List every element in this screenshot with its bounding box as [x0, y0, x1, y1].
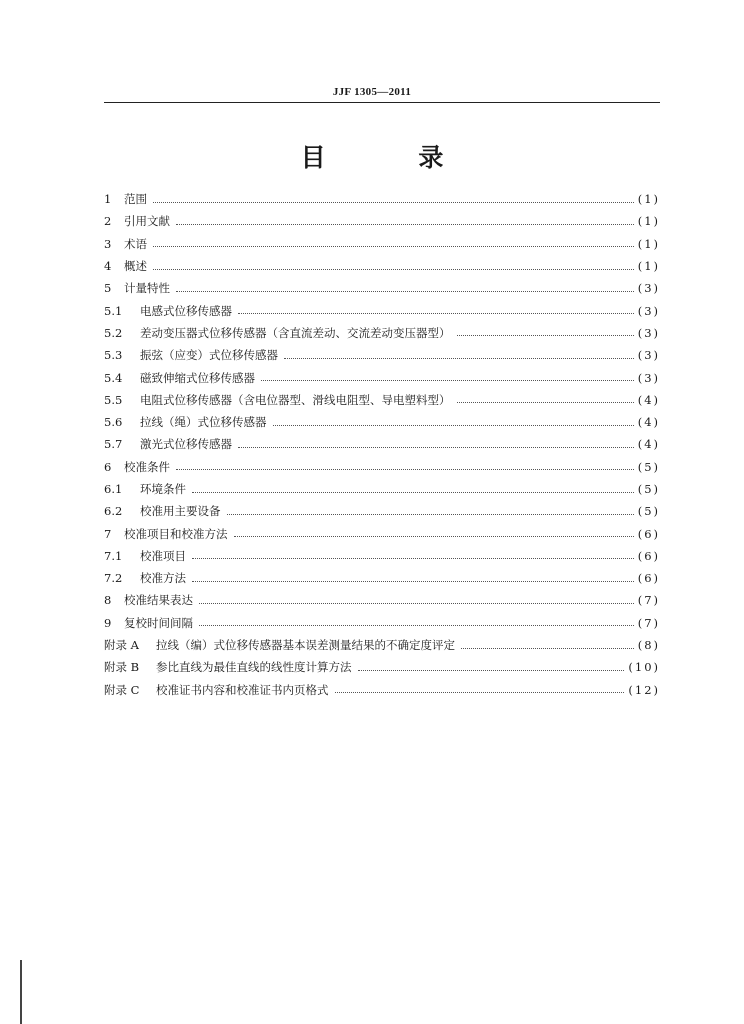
toc-entry-label: 引用文献 — [124, 214, 170, 229]
toc-entry-page: (6) — [637, 548, 660, 563]
toc-entry[interactable] — [104, 210, 660, 232]
toc-entry-label: 激光式位移传感器 — [140, 437, 232, 452]
page-title: 目 录 — [300, 143, 486, 172]
toc-entry-page: (3) — [637, 281, 660, 296]
toc-dot-leader — [238, 447, 634, 448]
toc-entry-page: (1) — [637, 192, 660, 207]
toc-entry[interactable] — [104, 277, 660, 299]
toc-dot-leader — [261, 380, 634, 381]
toc-entry-page: (4) — [637, 437, 660, 452]
toc-entry-page: (5) — [637, 482, 660, 496]
toc-dot-leader — [199, 603, 634, 604]
toc-entry[interactable] — [104, 389, 660, 411]
toc-entry[interactable] — [104, 679, 660, 701]
toc-dot-leader — [176, 291, 634, 292]
toc-entry-page: (3) — [637, 370, 660, 385]
toc-dot-leader — [176, 224, 634, 225]
toc-dot-leader — [284, 358, 634, 359]
toc-entry-number: 5.7 — [104, 437, 123, 452]
toc-entry-number: 1 — [104, 192, 112, 207]
toc-entry-label: 校准项目 — [140, 548, 186, 563]
toc-entry[interactable] — [104, 433, 660, 455]
toc-entry-label: 术语 — [124, 236, 147, 251]
toc-entry[interactable] — [104, 344, 660, 366]
toc-entry-page: (4) — [637, 392, 660, 407]
toc-entry-number: 3 — [104, 236, 112, 251]
toc-entry[interactable] — [104, 612, 660, 634]
toc-entry-page: (5) — [637, 459, 660, 474]
toc-entry-page: (3) — [637, 303, 660, 318]
toc-entry-number: 7.1 — [104, 548, 123, 563]
toc-entry-page: (4) — [637, 415, 660, 430]
toc-entry-label: 电阻式位移传感器（含电位器型、滑线电阻型、导电塑料型） — [140, 392, 451, 407]
toc-entry-number: 5.1 — [104, 303, 123, 318]
toc-entry-number: 2 — [104, 214, 112, 229]
toc-entry-page: (10) — [628, 660, 660, 675]
header-rule — [104, 102, 660, 103]
toc-entry-number: 6 — [104, 459, 112, 474]
toc-entry[interactable] — [104, 478, 660, 500]
toc-entry-label: 概述 — [124, 259, 147, 274]
toc-entry-label: 校准条件 — [124, 459, 170, 474]
toc-entry-page: (6) — [637, 526, 660, 541]
toc-entry-page: (5) — [637, 504, 660, 519]
toc-dot-leader — [153, 269, 634, 270]
toc-dot-leader — [335, 692, 625, 693]
toc-dot-leader — [234, 536, 634, 537]
toc-entry[interactable] — [104, 589, 660, 611]
toc-entry[interactable] — [104, 456, 660, 478]
toc-entry-number: 6.1 — [104, 482, 123, 496]
toc-entry[interactable] — [104, 656, 660, 678]
toc-entry-page: (1) — [637, 214, 660, 229]
toc-entry-label: 校准项目和校准方法 — [124, 526, 228, 541]
toc-entry-number: 4 — [104, 259, 112, 274]
toc-entry-number: 6.2 — [104, 504, 123, 519]
toc-entry[interactable] — [104, 255, 660, 277]
toc-entry-label: 校准方法 — [140, 571, 186, 586]
toc-entry[interactable] — [104, 545, 660, 567]
toc-entry[interactable] — [104, 322, 660, 344]
toc-entry-page: (12) — [628, 682, 660, 697]
toc-entry[interactable] — [104, 299, 660, 321]
toc-dot-leader — [199, 625, 634, 626]
toc-entry-label: 校准用主要设备 — [140, 504, 221, 519]
toc-entry-number: 9 — [104, 615, 112, 630]
toc-dot-leader — [461, 648, 634, 649]
toc-entry-number: 附录 B — [104, 660, 140, 675]
toc-entry-number: 7 — [104, 526, 112, 541]
toc-dot-leader — [227, 514, 634, 515]
toc-entry-label: 拉线（绳）式位移传感器 — [140, 415, 267, 430]
toc-dot-leader — [457, 402, 634, 403]
toc-entry-label: 电感式位移传感器 — [140, 303, 232, 318]
toc-dot-leader — [153, 246, 634, 247]
toc-entry-label: 校准证书内容和校准证书内页格式 — [156, 682, 329, 697]
toc-entry-number: 5.4 — [104, 370, 123, 385]
toc-entry-page: (6) — [637, 571, 660, 586]
toc-entry-number: 5.6 — [104, 415, 123, 430]
toc-entry-label: 振弦（应变）式位移传感器 — [140, 348, 278, 363]
toc-entry-label: 计量特性 — [124, 281, 170, 296]
toc-entry-label: 范围 — [124, 192, 147, 207]
toc-entry-page: (7) — [637, 593, 660, 608]
toc-dot-leader — [176, 469, 634, 470]
toc-entry-page: (3) — [637, 325, 660, 340]
toc-entry-label: 校准结果表达 — [124, 593, 193, 608]
toc-dot-leader — [153, 202, 634, 203]
toc-entry-page: (1) — [637, 259, 660, 274]
toc-entry[interactable] — [104, 411, 660, 433]
table-of-contents — [104, 188, 660, 701]
toc-entry-label: 复校时间间隔 — [124, 615, 193, 630]
toc-dot-leader — [192, 581, 634, 582]
document-code: JJF 1305—2011 — [332, 86, 412, 98]
scan-edge-mark — [20, 960, 22, 1024]
toc-entry-label: 环境条件 — [140, 482, 186, 496]
toc-dot-leader — [457, 335, 634, 336]
toc-entry[interactable] — [104, 522, 660, 544]
toc-entry[interactable] — [104, 567, 660, 589]
toc-entry-number: 5.3 — [104, 348, 123, 363]
toc-dot-leader — [192, 492, 634, 493]
toc-entry-page: (8) — [637, 638, 660, 653]
toc-entry[interactable] — [104, 366, 660, 388]
toc-entry-number: 附录 C — [104, 682, 140, 697]
toc-entry-page: (1) — [637, 236, 660, 251]
toc-entry-number: 5.5 — [104, 392, 123, 407]
toc-entry-number: 7.2 — [104, 571, 123, 586]
toc-dot-leader — [358, 670, 625, 671]
toc-entry-page: (7) — [637, 615, 660, 630]
toc-entry-number: 5 — [104, 281, 112, 296]
toc-entry[interactable] — [104, 188, 660, 210]
toc-entry-label: 拉线（编）式位移传感器基本误差测量结果的不确定度评定 — [156, 638, 455, 653]
toc-entry[interactable] — [104, 500, 660, 522]
toc-entry-page: (3) — [637, 348, 660, 363]
toc-entry-number: 5.2 — [104, 325, 123, 340]
toc-entry-label: 参比直线为最佳直线的线性度计算方法 — [156, 660, 352, 675]
toc-entry[interactable] — [104, 634, 660, 656]
toc-entry-label: 差动变压器式位移传感器（含直流差动、交流差动变压器型） — [140, 325, 451, 340]
toc-dot-leader — [273, 425, 634, 426]
toc-entry-label: 磁致伸缩式位移传感器 — [140, 370, 255, 385]
toc-entry-number: 8 — [104, 593, 112, 608]
toc-entry-number: 附录 A — [104, 638, 139, 653]
toc-dot-leader — [192, 558, 634, 559]
toc-entry[interactable] — [104, 233, 660, 255]
toc-dot-leader — [238, 313, 634, 314]
